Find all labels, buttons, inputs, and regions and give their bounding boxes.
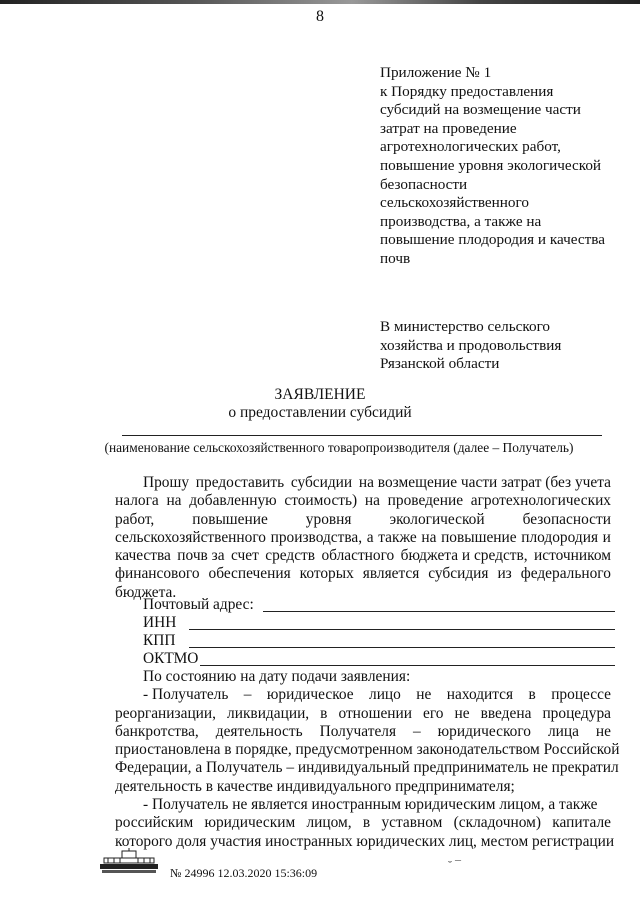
kpp-label: КПП	[143, 632, 176, 649]
oktmo-label: ОКТМО	[143, 650, 199, 667]
appendix-line: затрат на проведение	[380, 119, 517, 137]
appendix-line: производства, а также на	[380, 212, 542, 230]
text-line: налога на добавленную стоимость) на проведение агротехнологических	[115, 492, 611, 510]
text-line: Прошу предоставить субсидии на возмещение части затрат (без учета	[143, 474, 611, 491]
scan-mark: ˘ ¯	[448, 858, 461, 872]
request-paragraph	[115, 474, 611, 602]
inn-label: ИНН	[143, 614, 177, 631]
addressee-line: хозяйства и продовольствия	[380, 336, 562, 354]
government-emblem-icon	[98, 848, 160, 874]
document-subtitle: о предоставлении субсидий	[228, 404, 412, 421]
kpp-line	[189, 647, 615, 648]
request-paragraph-last: бюджета.	[115, 583, 177, 601]
text-line: работ, повышение уровня экологической безопасности	[115, 510, 611, 528]
appendix-line: безопасности	[380, 175, 468, 193]
oktmo-line	[200, 665, 615, 666]
addressee-line: В министерство сельского	[380, 318, 551, 335]
page-number: 8	[316, 8, 324, 25]
postal-address-label: Почтовый адрес:	[143, 596, 254, 613]
addressee-line: Рязанской области	[380, 355, 500, 373]
text-line: приостановлена в порядке, предусмотренном законодательством Российской	[115, 741, 620, 759]
text-line: сельскохозяйственного производства, а также на повышение плодородия и	[115, 528, 611, 546]
appendix-line: повышение уровня экологической	[380, 156, 602, 174]
text-line: Федерации, а Получатель – индивидуальный предприниматель не прекратил	[115, 759, 619, 777]
addressee-block	[380, 318, 630, 374]
text-line: финансового обеспечения которых является субсидия из федерального	[115, 565, 611, 583]
conditions-intro: По состоянию на дату подачи заявления:	[143, 668, 411, 685]
applicant-name-line	[122, 435, 602, 436]
text-line: реорганизации, ликвидации, в отношении его не введена процедура	[115, 704, 611, 722]
appendix-line: Приложение № 1	[380, 64, 492, 81]
text-line: российским юридическим лицом, в уставном (складочном) капитале	[115, 814, 611, 832]
appendix-line: агротехнологических работ,	[380, 138, 561, 156]
text-line: которого доля участия иностранных юридических лиц, местом регистрации	[115, 832, 615, 850]
applicant-name-caption: (наименование сельскохозяйственного товаропроизводителя (далее – Получатель)	[104, 440, 574, 455]
condition-1-lines	[115, 686, 620, 777]
appendix-line: к Порядку предоставления	[380, 82, 554, 100]
registration-stamp: № 24996 12.03.2020 15:36:09	[170, 866, 318, 880]
postal-address-line	[263, 611, 615, 612]
text-line: качества почв за счет средств областного бюджета и средств, источником	[115, 547, 611, 565]
condition-2-lines	[115, 796, 615, 851]
appendix-line: повышение плодородия и качества	[380, 231, 605, 249]
text-line: банкротства, деятельность Получателя – юридического лица не	[115, 722, 611, 740]
text-line: - Получатель – юридическое лицо не находится в процессе	[143, 686, 611, 704]
request-paragraph-lines	[115, 474, 611, 584]
scan-top-edge	[0, 0, 640, 4]
condition-1-last: деятельность в качестве индивидуального предпринимателя;	[115, 777, 515, 795]
conditions-block	[115, 668, 620, 851]
appendix-line: сельскохозяйственного	[380, 194, 529, 212]
appendix-line: субсидий на возмещение части	[380, 101, 581, 119]
text-line: - Получатель не является иностранным юридическим лицом, а также	[143, 796, 598, 814]
document-title: ЗАЯВЛЕНИЕ	[274, 386, 366, 403]
inn-line	[189, 629, 615, 630]
appendix-line: почв	[380, 249, 411, 267]
appendix-block	[380, 64, 630, 269]
